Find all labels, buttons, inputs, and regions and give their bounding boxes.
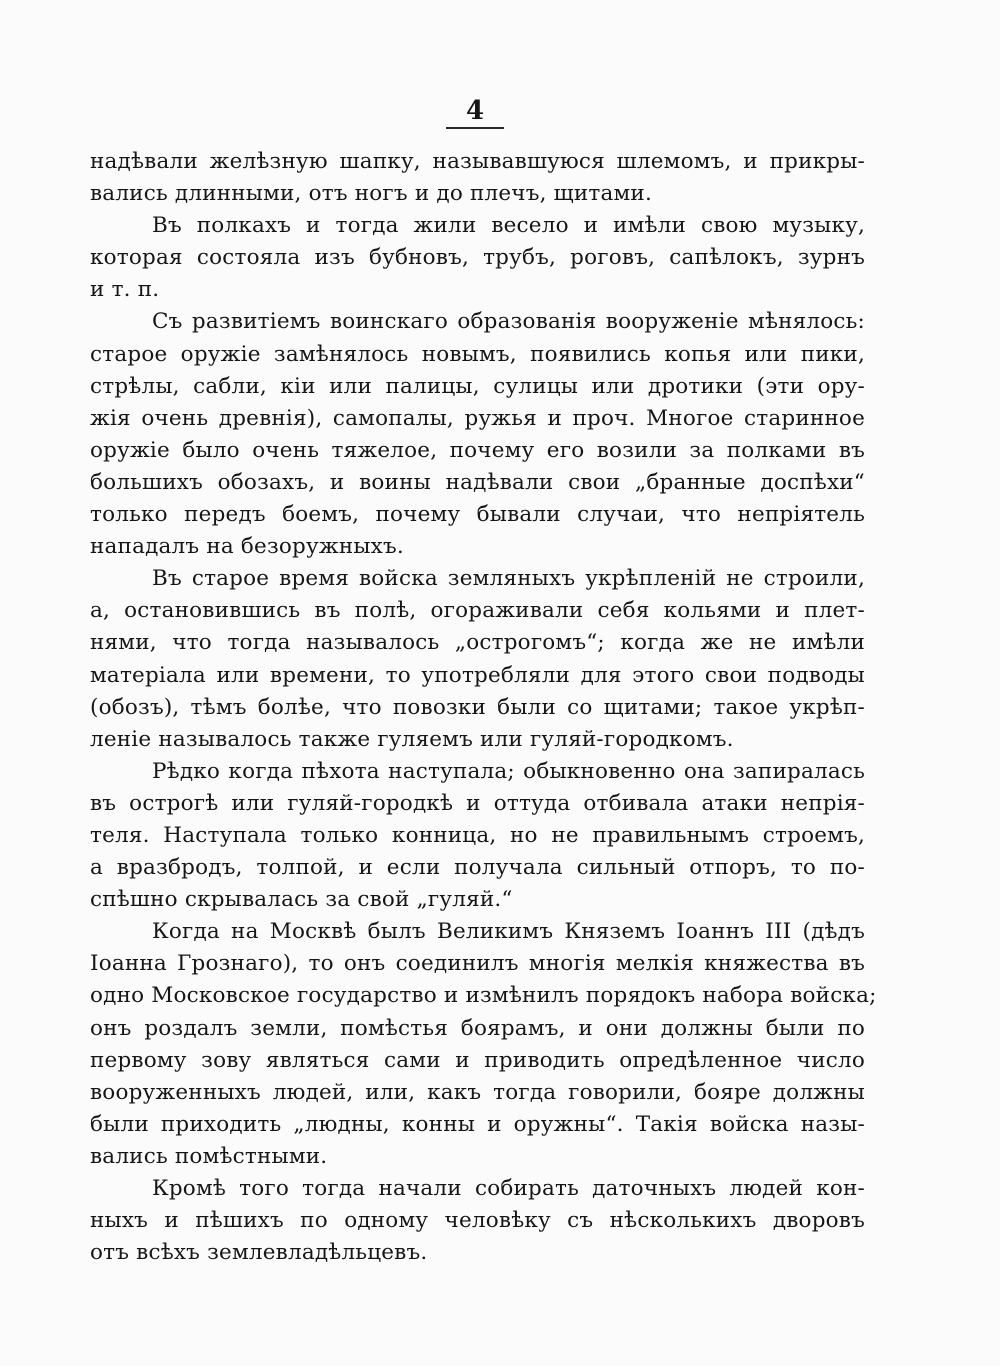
page-number: 4 bbox=[465, 96, 485, 126]
text-line: матеріала или времени, то употребляли для этого свои подводы bbox=[90, 662, 865, 688]
text-line: одно Московское государство и измѣнилъ порядокъ набора войска; bbox=[90, 983, 877, 1009]
paragraph-first-line: Въ старое время войска земляныхъ укрѣпленій не строили, bbox=[152, 566, 865, 592]
text-line: большихъ обозахъ, и воины надѣвали свои „бранные доспѣхи“ bbox=[90, 469, 865, 495]
text-line: а вразбродъ, толпой, и если получала сильный отпоръ, то по- bbox=[90, 855, 865, 881]
text-line: нападалъ на безоружныхъ. bbox=[90, 534, 404, 560]
paragraph-first-line: Съ развитіемъ воинскаго образованія вооруженіе мѣнялось: bbox=[152, 309, 865, 335]
page-number-rule bbox=[446, 127, 504, 129]
text-line: вались помѣстными. bbox=[90, 1143, 328, 1169]
text-line: и т. п. bbox=[90, 277, 160, 303]
text-line: въ острогѣ или гуляй-городкѣ и оттуда отбивала атаки непрія- bbox=[90, 790, 865, 816]
text-line: оружіе было очень тяжелое, почему его возили за полками въ bbox=[90, 437, 865, 463]
text-line: теля. Наступала только конница, но не правильнымъ строемъ, bbox=[90, 822, 865, 848]
text-line: были приходить „людны, конны и оружны“. Такія войска назы- bbox=[90, 1111, 865, 1137]
text-line: вались длинными, отъ ногъ и до плечъ, щитами. bbox=[90, 181, 652, 207]
text-line: первому зову являться сами и приводить опредѣленное число bbox=[90, 1047, 865, 1073]
text-line: леніе называлось также гуляемъ или гуляй-городкомъ. bbox=[90, 726, 734, 752]
paragraph-first-line: Рѣдко когда пѣхота наступала; обыкновенно она запиралась bbox=[152, 758, 865, 784]
body-text bbox=[90, 146, 877, 1269]
text-line: ныхъ и пѣшихъ по одному человѣку съ нѣсколькихъ дворовъ bbox=[90, 1208, 865, 1234]
paragraph-first-line: Кромѣ того тогда начали собирать даточныхъ людей кон- bbox=[152, 1176, 865, 1201]
text-line: вооруженныхъ людей, или, какъ тогда говорили, бояре должны bbox=[90, 1079, 865, 1105]
text-line: только передъ боемъ, почему бывали случаи, что непріятель bbox=[90, 502, 865, 528]
paragraph-first-line: Когда на Москвѣ былъ Великимъ Княземъ Іоаннъ III (дѣдъ bbox=[152, 919, 865, 945]
text-line: нями, что тогда называлось „острогомъ“; когда же не имѣли bbox=[90, 630, 865, 656]
text-line: жія очень древнія), самопалы, ружья и проч. Многое старинное bbox=[90, 405, 865, 431]
text-line: (обозъ), тѣмъ болѣе, что повозки были со щитами; такое укрѣп- bbox=[90, 694, 865, 720]
text-line: Іоанна Грознаго), то онъ соединилъ многія мелкія княжества въ bbox=[90, 951, 865, 977]
text-line: которая состояла изъ бубновъ, трубъ, роговъ, сапѣлокъ, зурнъ bbox=[90, 245, 865, 271]
text-line: надѣвали желѣзную шапку, называвшуюся шлемомъ, и прикры- bbox=[90, 149, 865, 174]
text-line: стрѣлы, сабли, кіи или палицы, сулицы или дротики (эти ору- bbox=[90, 373, 865, 399]
paragraph-first-line: Въ полкахъ и тогда жили весело и имѣли свою музыку, bbox=[152, 213, 865, 239]
text-line: онъ роздалъ земли, помѣстья боярамъ, и они должны были по bbox=[90, 1015, 865, 1041]
text-line: старое оружіе замѣнялось новымъ, появились копья или пики, bbox=[90, 341, 865, 367]
text-line: а, остановившись въ полѣ, огораживали себя кольями и плет- bbox=[90, 598, 865, 624]
text-line: отъ всѣхъ землевладѣльцевъ. bbox=[90, 1240, 428, 1266]
text-line: спѣшно скрывалась за свой „гуляй.“ bbox=[90, 887, 513, 913]
page-number-block bbox=[445, 96, 505, 129]
